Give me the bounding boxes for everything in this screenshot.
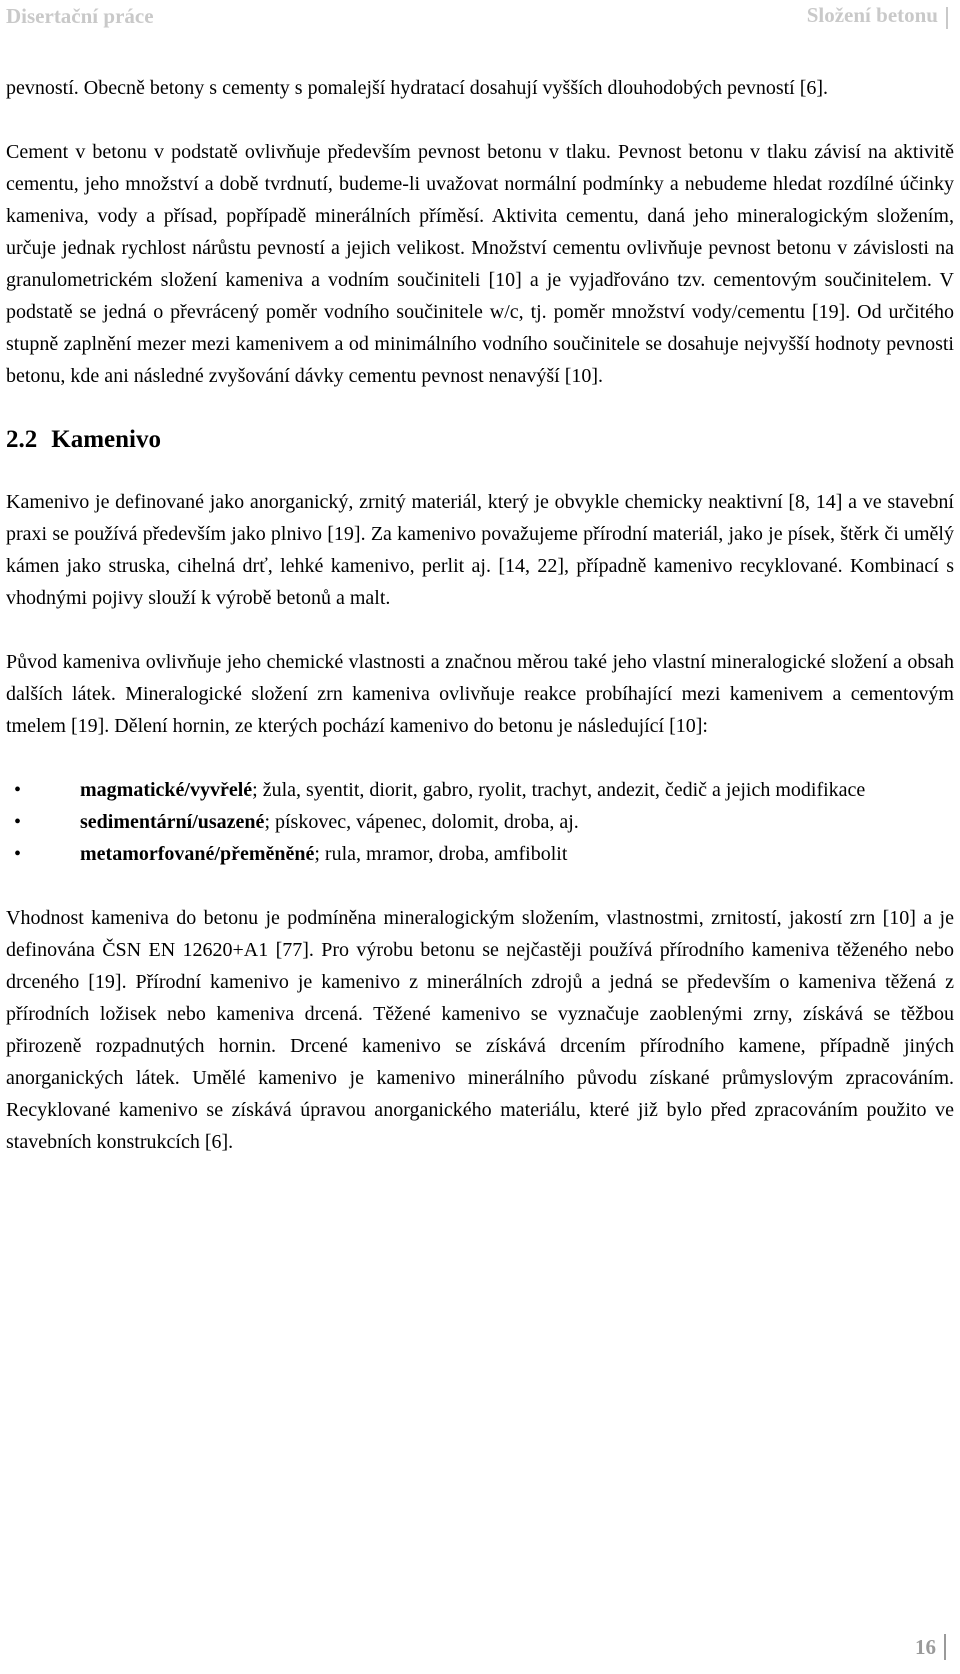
paragraph-3: Kamenivo je definované jako anorganický, zrnitý materiál, který je obvykle chemicky neaktivní [8, 14] a ve stavební praxi se používá především jako plnivo [19]. Za kamenivo považujeme přírodní materiál, jako je písek, štěrk či umělý kámen jako struska, cihelná drť, lehké kamenivo, perlit aj. [14, 22], případně kamenivo recyklované. Kombinací s vhodnými pojivy slouží k výrobě betonů a malt. <box>6 491 954 609</box>
header-chapter-title <box>807 3 954 28</box>
section-heading <box>6 424 954 456</box>
paragraph-5: Vhodnost kameniva do betonu je podmíněna mineralogickým složením, vlastnostmi, zrnitostí, jakostí zrn [10] a je definována ČSN EN 12620+A1 [77]. Pro výrobu betonu se nejčastěji používá přírodního kameniva těženého nebo drceného [19]. Přírodní kamenivo je kamenivo z minerálních zdrojů a jedná se především o kameniva těžená z přírodních ložisek nebo kameniva drcená. Těžené kamenivo se vyznačuje zaoblenými zrny, získává se těžbou přirozeně rozpadnutých hornin. Drcené kamenivo se získává drcením přírodního kamene, případně jiných anorganických látek. Umělé kamenivo je kamenivo minerálního původu získané průmyslovým zpracováním. Recyklované kamenivo se získává úpravou anorganického materiálu, které již bylo před zpracováním použito ve stavebních konstrukcích [6]. <box>6 907 954 1153</box>
list-item <box>6 806 954 838</box>
list-item <box>6 838 954 870</box>
bullet-icon: • <box>14 811 22 833</box>
page-header <box>6 0 954 32</box>
page-content <box>6 72 954 1158</box>
section-number: 2.2 <box>6 426 38 453</box>
rock-type-examples: ; žula, syentit, diorit, gabro, ryolit, trachyt, andezit, čedič a jejich modifikace <box>252 779 866 801</box>
rock-type-examples: ; rula, mramor, droba, amfibolit <box>314 843 568 865</box>
header-thesis-title: Disertační práce <box>6 3 154 28</box>
page-footer <box>915 1634 946 1660</box>
section-title: Kamenivo <box>51 426 161 453</box>
rock-type-examples: ; pískovec, vápenec, dolomit, droba, aj. <box>264 811 579 833</box>
page-number: 16 <box>915 1634 936 1659</box>
rock-type-term: sedimentární/usazené <box>80 811 265 833</box>
paragraph-2: Cement v betonu v podstatě ovlivňuje především pevnost betonu v tlaku. Pevnost betonu v tlaku závisí na aktivitě cementu, jeho množství a době tvrdnutí, budeme-li uvažovat normální podmínky a nebudeme hledat rozdílné účinky kameniva, vody a přísad, popřípadě minerálních příměsí. Aktivita cementu, daná jeho mineralogickým složením, určuje jednak rychlost nárůstu pevností a jejich velikost. Množství cementu ovlivňuje pevnost betonu v závislosti na granulometrickém složení kameniva a vodním součiniteli [10] a je vyjadřováno tzv. cementovým součinitelem. V podstatě se jedná o převrácený poměr vodního součinitele w/c, tj. poměr množství vody/cementu [19]. Od určitého stupně zaplnění mezer mezi kamenivem a od minimálního vodního součinitele se dosahuje nejvyšší hodnoty pevnosti betonu, kde ani následné zvyšování dávky cementu pevnost nenavýší [10]. <box>6 141 954 387</box>
list-item <box>6 774 954 806</box>
rock-type-list <box>6 774 954 870</box>
paragraph-1: pevností. Obecně betony s cementy s pomalejší hydratací dosahují vyšších dlouhodobých pevností [6]. <box>6 77 829 99</box>
rock-type-term: magmatické/vyvřelé <box>80 779 253 801</box>
footer-divider <box>944 1634 946 1660</box>
paragraph-4: Původ kameniva ovlivňuje jeho chemické vlastnosti a značnou měrou také jeho vlastní mineralogické složení a obsah dalších látek. Mineralogické složení zrn kameniva ovlivňuje reakce probíhající mezi kamenivem a cementovým tmelem [19]. Dělení hornin, ze kterých pochází kamenivo do betonu je následující [10]: <box>6 651 954 737</box>
rock-type-term: metamorfované/přeměněné <box>80 843 315 865</box>
bullet-icon: • <box>14 843 22 865</box>
header-chapter-label: Složení betonu <box>806 3 938 28</box>
bullet-icon: • <box>14 779 22 801</box>
header-divider <box>946 7 948 29</box>
